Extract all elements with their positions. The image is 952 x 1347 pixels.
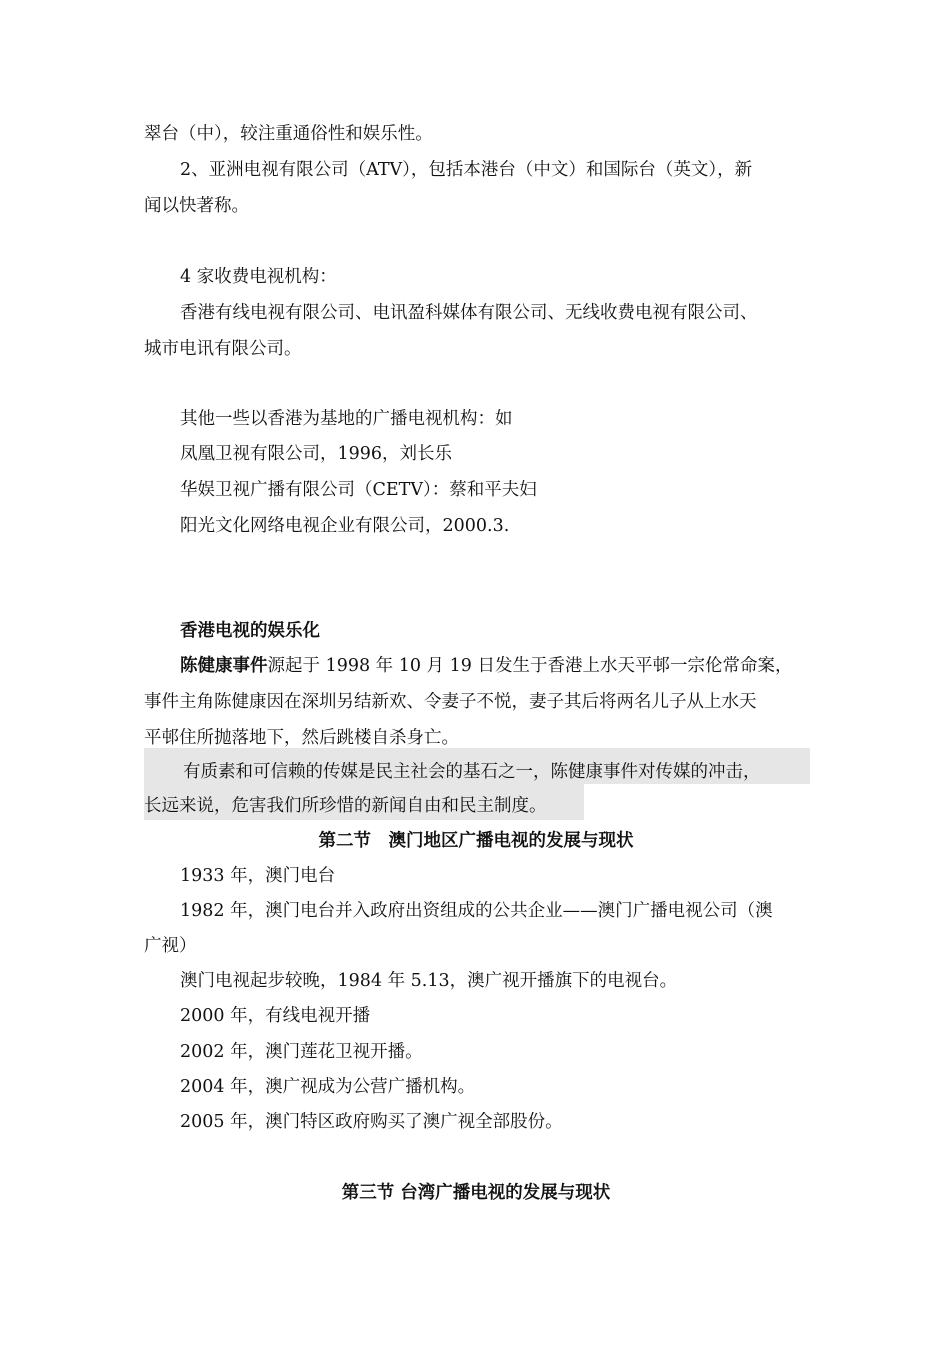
timeline-item: 1982 年，澳门电台并入政府出资组成的公共企业——澳门广播电视公司（澳 (180, 901, 773, 921)
list-item: 华娱卫视广播有限公司（CETV）：蔡和平夫妇 (180, 480, 537, 500)
timeline-item: 2000 年，有线电视开播 (180, 1006, 371, 1026)
chapter-section-title: 第二节 澳门地区广播电视的发展与现状 (318, 831, 634, 851)
body-text-line: 翠台（中），较注重通俗性和娱乐性。 (144, 124, 433, 144)
event-name: 陈健康事件 (180, 656, 268, 676)
body-text-line: 平邨住所抛落地下，然后跳楼自杀身亡。 (144, 728, 459, 748)
timeline-item: 2002 年，澳门莲花卫视开播。 (180, 1042, 423, 1062)
body-text-line (180, 654, 792, 678)
highlighted-quote-line: 有质素和可信赖的传媒是民主社会的基石之一，陈健康事件对传媒的冲击， (183, 762, 761, 782)
body-text-line: 2、亚洲电视有限公司（ATV），包括本港台（中文）和国际台（英文），新 (180, 160, 753, 180)
pay-tv-heading: 4 家收费电视机构： (180, 267, 337, 287)
body-text-line: 香港有线电视有限公司、电讯盈科媒体有限公司、无线收费电视有限公司、 (180, 303, 758, 323)
highlighted-quote-line: 长远来说，危害我们所珍惜的新闻自由和民主制度。 (144, 796, 547, 816)
timeline-item: 1933 年，澳门电台 (180, 866, 336, 886)
list-item: 凤凰卫视有限公司，1996，刘长乐 (180, 444, 453, 464)
body-text-line: 澳门电视起步较晚，1984 年 5.13，澳广视开播旗下的电视台。 (180, 971, 678, 991)
other-broadcasters-heading: 其他一些以香港为基地的广播电视机构：如 (180, 409, 513, 429)
body-text-line: 广视） (144, 936, 197, 956)
section-heading: 香港电视的娱乐化 (180, 621, 320, 641)
body-text-line: 闻以快著称。 (144, 196, 249, 216)
timeline-item: 2005 年，澳门特区政府购买了澳广视全部股份。 (180, 1112, 563, 1132)
timeline-item: 2004 年，澳广视成为公营广播机构。 (180, 1077, 476, 1097)
chapter-section-title: 第三节 台湾广播电视的发展与现状 (341, 1183, 611, 1203)
event-description: 源起于 1998 年 10 月 19 日发生于香港上水天平邨一宗伦常命案， (267, 656, 793, 676)
list-item: 阳光文化网络电视企业有限公司，2000.3. (180, 516, 510, 536)
body-text-line: 事件主角陈健康因在深圳另结新欢、令妻子不悦，妻子其后将两名儿子从上水天 (144, 692, 757, 712)
body-text-line: 城市电讯有限公司。 (144, 339, 302, 359)
